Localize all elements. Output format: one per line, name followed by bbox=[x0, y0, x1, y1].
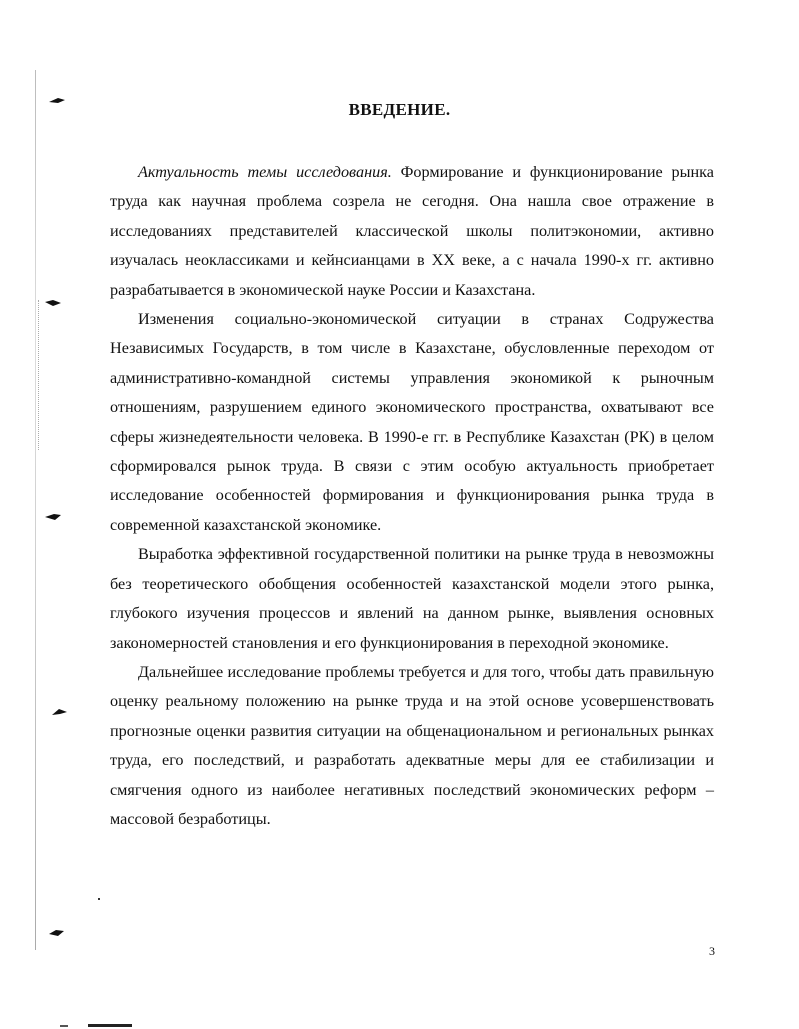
scan-speck bbox=[98, 898, 100, 900]
paragraph-text: Формирование и функционирование рынка труда как научная проблема созрела не сегодня. Она нашла свое отражение в исследованиях представителей классической школы политэкономии, активно изучалась неоклассиками и кейнсианцами в XX веке, а с начала 1990-х гг. активно разрабатывается в экономической науке России и Казахстана. bbox=[110, 163, 714, 299]
page-number: 3 bbox=[709, 944, 715, 958]
paragraph bbox=[110, 158, 714, 305]
binder-hole-mark-icon bbox=[44, 512, 62, 522]
page-title: ВВЕДЕНИЕ. bbox=[348, 100, 451, 119]
paragraph: Выработка эффективной государственной политики на рынке труда в невозможны без теоретического обобщения особенностей казахстанской модели этого рынка, глубокого изучения процессов и явлений на данном рынке, выявления основных закономерностей становления и его функционирования в переходной экономике. bbox=[110, 545, 714, 652]
binder-hole-mark-icon bbox=[50, 708, 68, 718]
paragraph: Дальнейшее исследование проблемы требуется и для того, чтобы дать правильную оценку реальному положению на рынке труда и на этой основе усовершенствовать прогнозные оценки развития ситуации на общенациональном и региональных рынках труда, его последствий, и разработать адекватные меры для ее стабилизации и смягчения одного из наиболее негативных последствий экономических реформ – массовой безработицы. bbox=[110, 662, 714, 828]
binder-hole-mark-icon bbox=[48, 928, 66, 938]
paragraph-lead: Актуальность темы исследования. bbox=[138, 163, 392, 181]
paragraph: Изменения социально-экономической ситуации в странах Содружества Независимых Государств, в том числе в Казахстане, обусловленные переходом от административно-командной системы управления экономикой к рыночным отношениям, разрушением единого экономического пространства, охватывают все сферы жизнедеятельности человека. В 1990-е гг. в Республике Казахстан (РК) в целом сформировался рынок труда. В связи с этим особую актуальность приобретает исследование особенностей формирования и функционирования рынка труда в современной казахстанской экономике. bbox=[110, 310, 714, 534]
scan-edge-mark bbox=[88, 1024, 132, 1027]
binder-hole-mark-icon bbox=[44, 298, 62, 308]
scan-edge-mark bbox=[60, 1025, 68, 1027]
document-body bbox=[110, 158, 714, 834]
scan-binding-line bbox=[35, 70, 36, 950]
scan-binding-dots bbox=[38, 300, 40, 450]
